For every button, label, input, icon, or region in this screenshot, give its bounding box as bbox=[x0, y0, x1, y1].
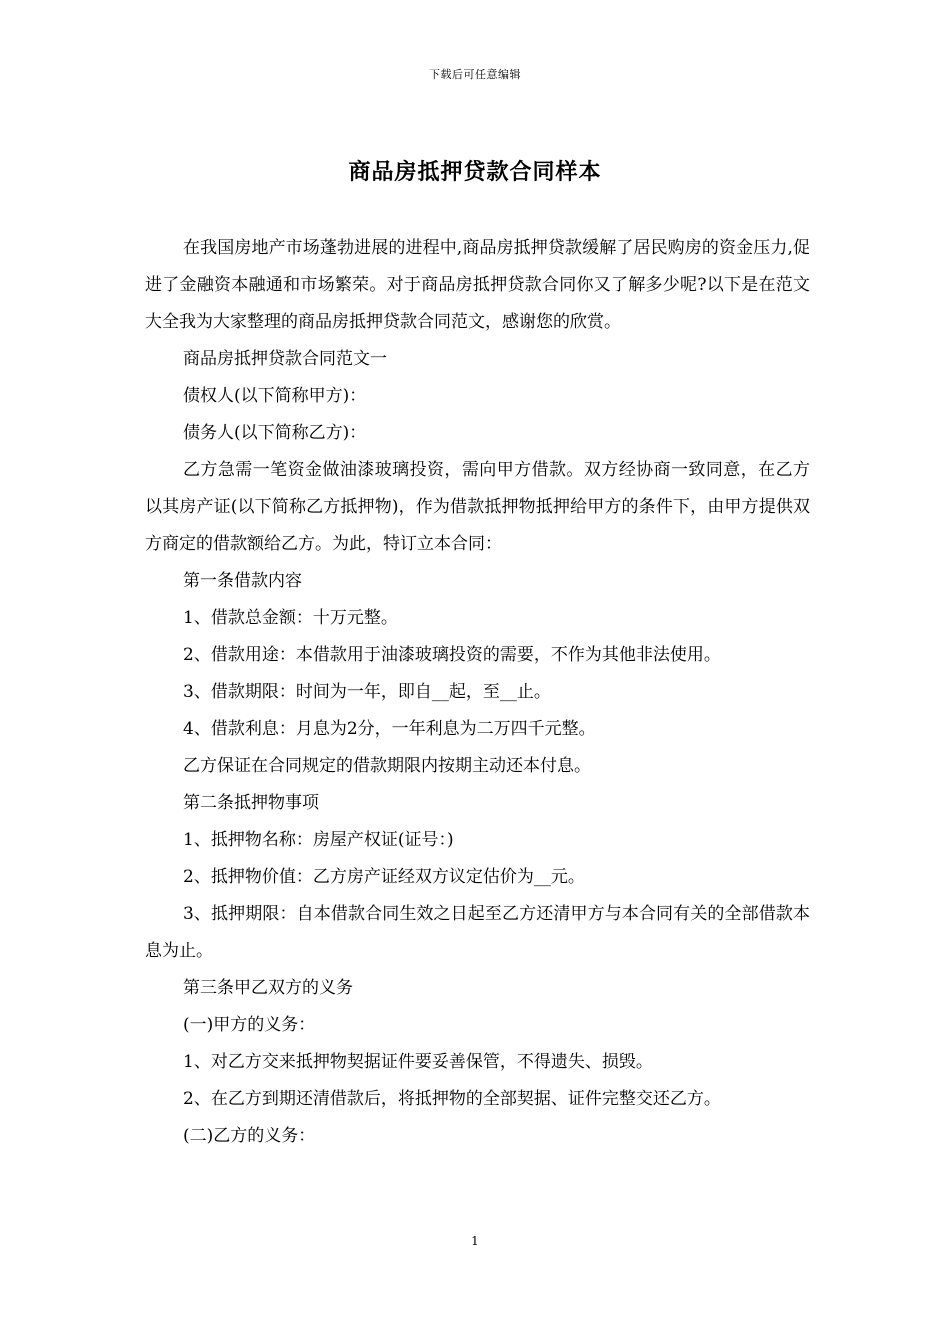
article-three-heading: 第三条甲乙双方的义务 bbox=[183, 978, 353, 998]
repayment-guarantee-clause: 乙方保证在合同规定的借款期限内按期主动还本付息。 bbox=[183, 756, 591, 776]
creditor-line: 债权人(以下简称甲方)： bbox=[183, 386, 367, 406]
preamble-paragraph: 乙方急需一笔资金做油漆玻璃投资，需向甲方借款。双方经协商一致同意，在乙方以其房产证(以下简称乙方抵押物)，作为借款抵押物抵押给甲方的条件下，由甲方提供双方商定的借款额给乙方。为此，特订立本合同： bbox=[145, 460, 810, 554]
debtor-line: 债务人(以下简称乙方)： bbox=[183, 423, 367, 443]
party-a-obligations-heading: (一)甲方的义务： bbox=[183, 1015, 316, 1035]
article-two-heading: 第二条抵押物事项 bbox=[183, 793, 319, 813]
mortgage-term-clause: 3、抵押期限：自本借款合同生效之日起至乙方还清甲方与本合同有关的全部借款本息为止。 bbox=[145, 904, 810, 961]
party-a-obligation-one: 1、对乙方交来抵押物契据证件要妥善保管，不得遗失、损毁。 bbox=[183, 1052, 653, 1072]
party-a-obligation-two: 2、在乙方到期还清借款后，将抵押物的全部契据、证件完整交还乙方。 bbox=[183, 1089, 721, 1109]
loan-term-clause: 3、借款期限：时间为一年，即自__起，至__止。 bbox=[183, 682, 551, 702]
article-one-heading: 第一条借款内容 bbox=[183, 571, 302, 591]
collateral-name-clause: 1、抵押物名称：房屋产权证(证号：) bbox=[183, 830, 454, 850]
header-note: 下载后可任意编辑 bbox=[429, 68, 521, 81]
loan-amount-clause: 1、借款总金额：十万元整。 bbox=[183, 608, 398, 628]
loan-purpose-clause: 2、借款用途：本借款用于油漆玻璃投资的需要，不作为其他非法使用。 bbox=[183, 645, 721, 665]
page-number: 1 bbox=[471, 1234, 479, 1248]
document-title: 商品房抵押贷款合同样本 bbox=[348, 159, 602, 185]
collateral-value-clause: 2、抵押物价值：乙方房产证经双方议定估价为__元。 bbox=[183, 867, 585, 887]
section-heading-sample-one: 商品房抵押贷款合同范文一 bbox=[183, 349, 387, 369]
loan-interest-clause: 4、借款利息：月息为2分，一年利息为二万四千元整。 bbox=[183, 719, 596, 739]
intro-paragraph: 在我国房地产市场蓬勃进展的进程中,商品房抵押贷款缓解了居民购房的资金压力,促进了金融资本融通和市场繁荣。对于商品房抵押贷款合同你又了解多少呢?以下是在范文大全我为大家整理的商品房抵押贷款合同范文，感谢您的欣赏。 bbox=[145, 238, 810, 332]
document-body bbox=[145, 230, 810, 1155]
party-b-obligations-heading: (二)乙方的义务： bbox=[183, 1126, 316, 1146]
